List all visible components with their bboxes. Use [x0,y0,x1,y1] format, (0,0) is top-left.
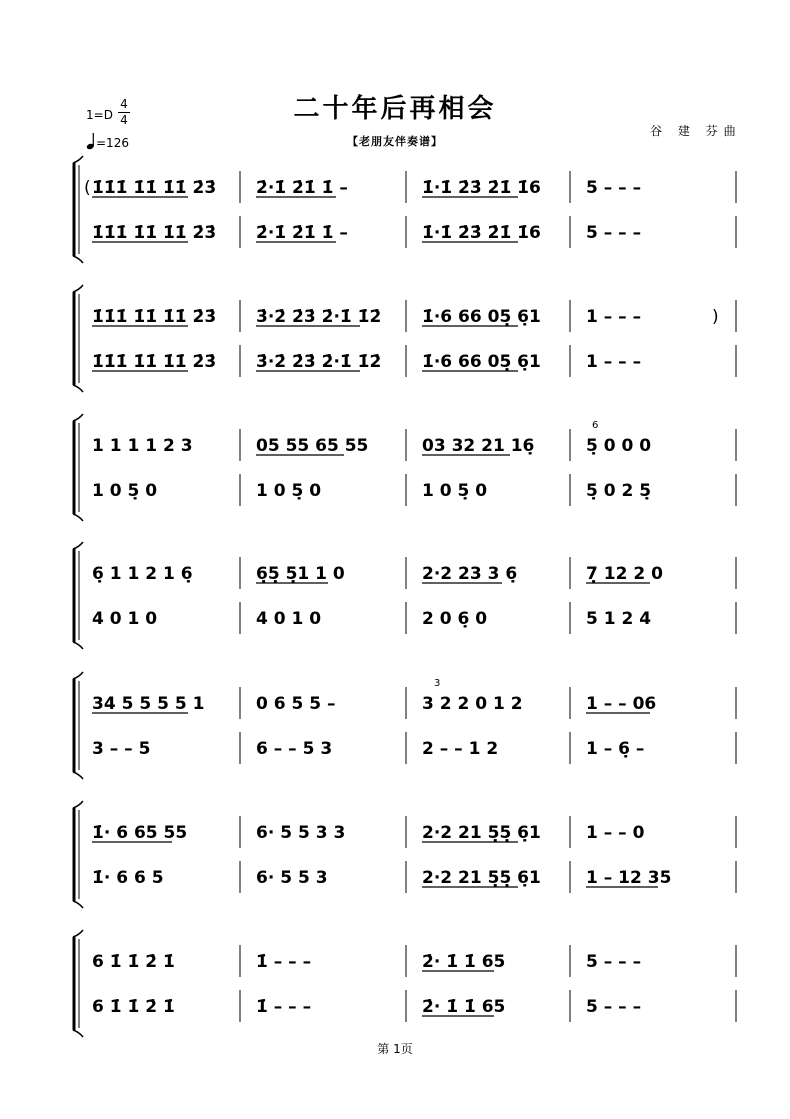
measure-notes: 0 6 5 5 – [256,694,336,714]
bracket-top-hook [73,672,83,679]
bracket-top-hook [73,156,83,163]
measure-notes: 5 – – – [586,997,642,1017]
tempo-value: =126 [96,136,129,150]
grace-note: 3 [434,678,441,689]
measure-notes: 3̇·2̇ 2̇3̇ 2̇·1̇ 1̇2̇ [256,352,382,372]
measure-notes: 5 – – – [586,223,642,243]
close-parenthesis: ) [712,307,719,327]
measure-notes: 7̣ 12 2 0 [586,564,663,584]
measure-notes: 1 0 5̣ 0 [92,481,158,501]
time-signature-bottom: 4 [120,113,128,127]
measure-notes: 1̇· 6 6 5 [92,868,164,888]
measure-notes: 1̇1̇1̇ 1̇1̇ 1̇1̇ 2̇3̇ [92,223,217,243]
measure-notes: 1 – – – [586,352,642,372]
measure-notes: 2̇· 1̇ 1̇ 65 [422,952,506,972]
bracket-top-hook [73,542,83,549]
measure-notes: 1̇1̇1̇ 1̇1̇ 1̇1̇ 2̇3̇ [92,352,217,372]
measure-notes: 2̇·1̇ 2̇1̇ 1̇ – [256,223,348,243]
open-parenthesis: ( [84,178,91,198]
measure-notes: 2·2 21 5̣5̣ 6̣1 [422,823,541,843]
measure-notes: 1̇1̇1̇ 1̇1̇ 1̇1̇ 2̇3̇ [92,307,217,327]
measure-notes: 4 0 1 0 [92,609,158,629]
page-number: 第 1页 [377,1042,413,1056]
measure-notes: 2 – – 1 2 [422,739,499,759]
bracket-bottom-hook [73,1030,83,1037]
bracket-top-hook [73,930,83,937]
measure-notes: 5̣ 0 2 5̣ [586,481,652,501]
bracket-bottom-hook [73,901,83,908]
grace-note: 6 [592,420,599,431]
measure-notes: 1̇· 6 65 55 [92,823,188,843]
measure-notes: 3̇·2̇ 2̇3̇ 2̇·1̇ 1̇2̇ [256,307,382,327]
composer-credit: 谷 建 芬曲 [650,124,742,138]
measure-notes: 1̇·1̇ 2̇3̇ 2̇1̇ 1̇6 [422,178,541,198]
measure-notes: 1 – 12 35 [586,868,672,888]
measure-notes: 4 0 1 0 [256,609,322,629]
score-title: 二十年后再相会 [293,94,497,124]
measure-notes: 6̣5̣ 5̣1 1 0 [256,564,345,584]
measure-notes: 5̣ 0 0 0 [586,436,652,456]
measure-notes: 03 32 21 16̣ [422,436,535,456]
measure-notes: 3 2 2 0 1 2 [422,694,523,714]
measure-notes: 1̇ – – – [256,997,312,1017]
measure-notes: 1 – – 06 [586,694,657,714]
measure-notes: 05 55 65 55 [256,436,369,456]
measure-notes: 1 – – 0 [586,823,645,843]
measure-notes: 5 1 2 4 [586,609,652,629]
measure-notes: 1̇ – – – [256,952,312,972]
key-signature: 1=D [86,108,113,122]
measure-notes: 6 1̇ 1̇ 2̇ 1̇ [92,952,175,972]
measure-notes: 2·2 21 5̣5̣ 6̣1 [422,868,541,888]
measure-notes: 1 – 6̣ – [586,739,645,759]
measure-notes: 2̇·1̇ 2̇1̇ 1̇ – [256,178,348,198]
measure-notes: 5 – – – [586,178,642,198]
bracket-bottom-hook [73,385,83,392]
measure-notes: 6· 5 5 3 3 [256,823,346,843]
measure-notes: 3 – – 5 [92,739,151,759]
bracket-bottom-hook [73,772,83,779]
time-signature-top: 4 [120,97,128,111]
measure-notes: 6̣ 1 1 2 1 6̣ [92,564,193,584]
measure-notes: 2·2 23 3 6̣ [422,564,518,584]
measure-notes: 1 0 5̣ 0 [256,481,322,501]
bracket-top-hook [73,285,83,292]
measure-notes: 1 0 5̣ 0 [422,481,488,501]
bracket-bottom-hook [73,514,83,521]
measure-notes: 1̇·1̇ 2̇3̇ 2̇1̇ 1̇6 [422,223,541,243]
score-subtitle: 【老朋友伴奏谱】 [347,135,443,148]
measure-notes: 1̇·6 66 05̣ 6̣1 [422,307,541,327]
measure-notes: 5 – – – [586,952,642,972]
measure-notes: 1 – – – [586,307,642,327]
measure-notes: 1̇1̇1̇ 1̇1̇ 1̇1̇ 2̇3̇ [92,178,217,198]
bracket-top-hook [73,801,83,808]
measure-notes: 2̇· 1̇ 1̇ 65 [422,997,506,1017]
measure-notes: 34 5 5 5 5 1 [92,694,205,714]
measure-notes: 2 0 6̣ 0 [422,609,488,629]
measure-notes: 6 – – 5 3 [256,739,333,759]
measure-notes: 1 1 1 1 2 3 [92,436,193,456]
measure-notes: 6· 5 5 3 [256,868,328,888]
bracket-top-hook [73,414,83,421]
measure-notes: 6 1̇ 1̇ 2̇ 1̇ [92,997,175,1017]
bracket-bottom-hook [73,256,83,263]
measure-notes: 1̇·6 66 05̣ 6̣1 [422,352,541,372]
bracket-bottom-hook [73,642,83,649]
